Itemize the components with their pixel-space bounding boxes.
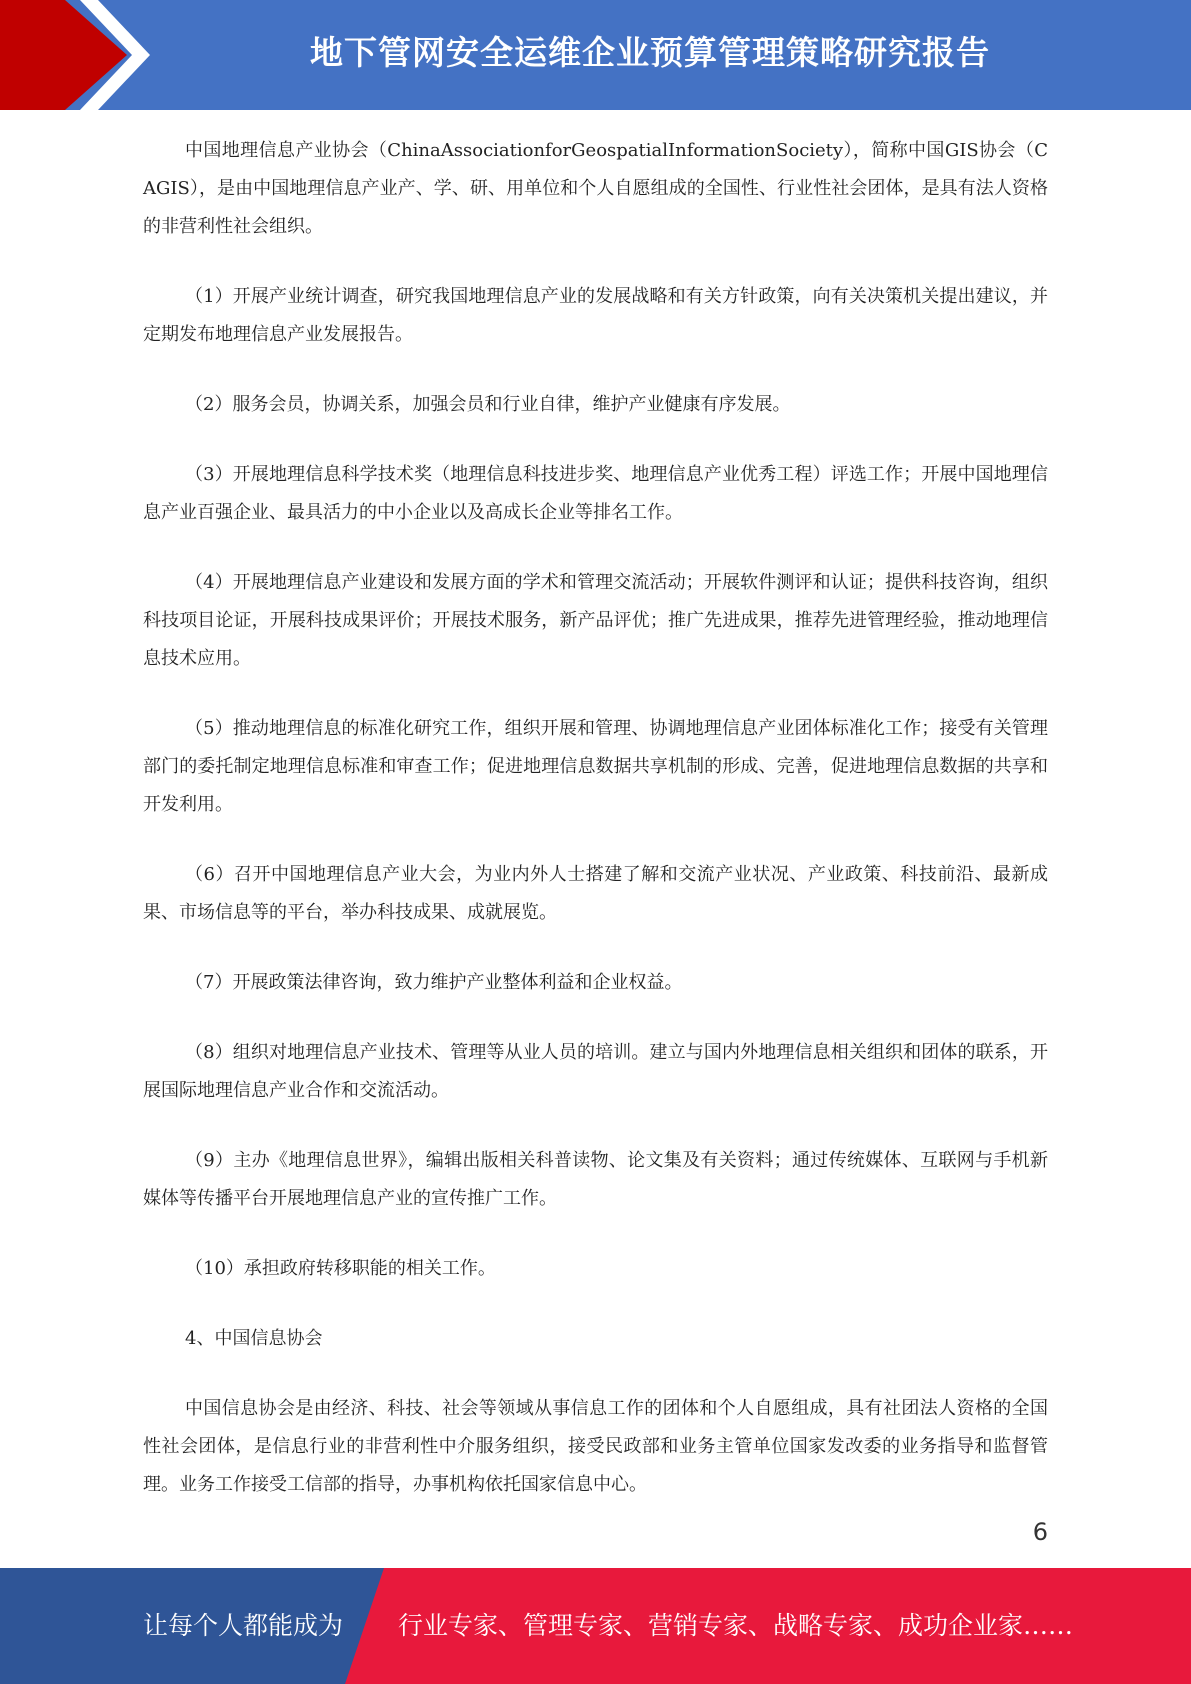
page-number: 6	[1032, 1518, 1048, 1546]
page-footer	[0, 1568, 1191, 1684]
paragraph-section-body: 中国信息协会是由经济、科技、社会等领域从事信息工作的团体和个人自愿组成，具有社团法人资格的全国性社会团体，是信息行业的非营利性中介服务组织，接受民政部和业务主管单位国家发改委的业务指导和监督管理。业务工作接受工信部的指导，办事机构依托国家信息中心。	[143, 1398, 1048, 1495]
paragraph-item-2: （2）服务会员，协调关系，加强会员和行业自律，维护产业健康有序发展。	[185, 394, 791, 415]
footer-slogan-right: 行业专家、管理专家、营销专家、战略专家、成功企业家……	[398, 1611, 1074, 1640]
paragraph-item-8: （8）组织对地理信息产业技术、管理等从业人员的培训。建立与国内外地理信息相关组织和团体的联系，开展国际地理信息产业合作和交流活动。	[143, 1042, 1048, 1101]
document-title: 地下管网安全运维企业预算管理策略研究报告	[310, 33, 990, 72]
paragraph-intro: 中国地理信息产业协会（ChinaAssociationforGeospatialInformationSociety），简称中国GIS协会（CAGIS），是由中国地理信息产业产、学、研、用单位和个人自愿组成的全国性、行业性社会团体，是具有法人资格的非营利性社会组织。	[143, 140, 1048, 237]
footer-slogan-left: 让每个人都能成为	[143, 1611, 344, 1640]
paragraph-item-4: （4）开展地理信息产业建设和发展方面的学术和管理交流活动；开展软件测评和认证；提供科技咨询，组织科技项目论证，开展科技成果评价；开展技术服务，新产品评优；推广先进成果，推荐先进管理经验，推动地理信息技术应用。	[143, 572, 1048, 669]
paragraph-item-1: （1）开展产业统计调查，研究我国地理信息产业的发展战略和有关方针政策，向有关决策机关提出建议，并定期发布地理信息产业发展报告。	[143, 286, 1048, 345]
paragraph-item-7: （7）开展政策法律咨询，致力维护产业整体利益和企业权益。	[185, 972, 683, 993]
page-header	[0, 0, 1191, 110]
paragraph-item-9: （9）主办《地理信息世界》，编辑出版相关科普读物、论文集及有关资料；通过传统媒体、互联网与手机新媒体等传播平台开展地理信息产业的宣传推广工作。	[143, 1150, 1048, 1209]
document-body	[143, 132, 1048, 1536]
paragraph-item-5: （5）推动地理信息的标准化研究工作，组织开展和管理、协调地理信息产业团体标准化工作；接受有关管理部门的委托制定地理信息标准和审查工作；促进地理信息数据共享机制的形成、完善，促进地理信息数据的共享和开发利用。	[143, 718, 1048, 815]
paragraph-item-10: （10）承担政府转移职能的相关工作。	[185, 1258, 496, 1279]
section-heading: 4、中国信息协会	[185, 1328, 323, 1349]
paragraph-item-6: （6）召开中国地理信息产业大会，为业内外人士搭建了解和交流产业状况、产业政策、科技前沿、最新成果、市场信息等的平台，举办科技成果、成就展览。	[143, 864, 1048, 923]
paragraph-item-3: （3）开展地理信息科学技术奖（地理信息科技进步奖、地理信息产业优秀工程）评选工作；开展中国地理信息产业百强企业、最具活力的中小企业以及高成长企业等排名工作。	[143, 464, 1048, 523]
